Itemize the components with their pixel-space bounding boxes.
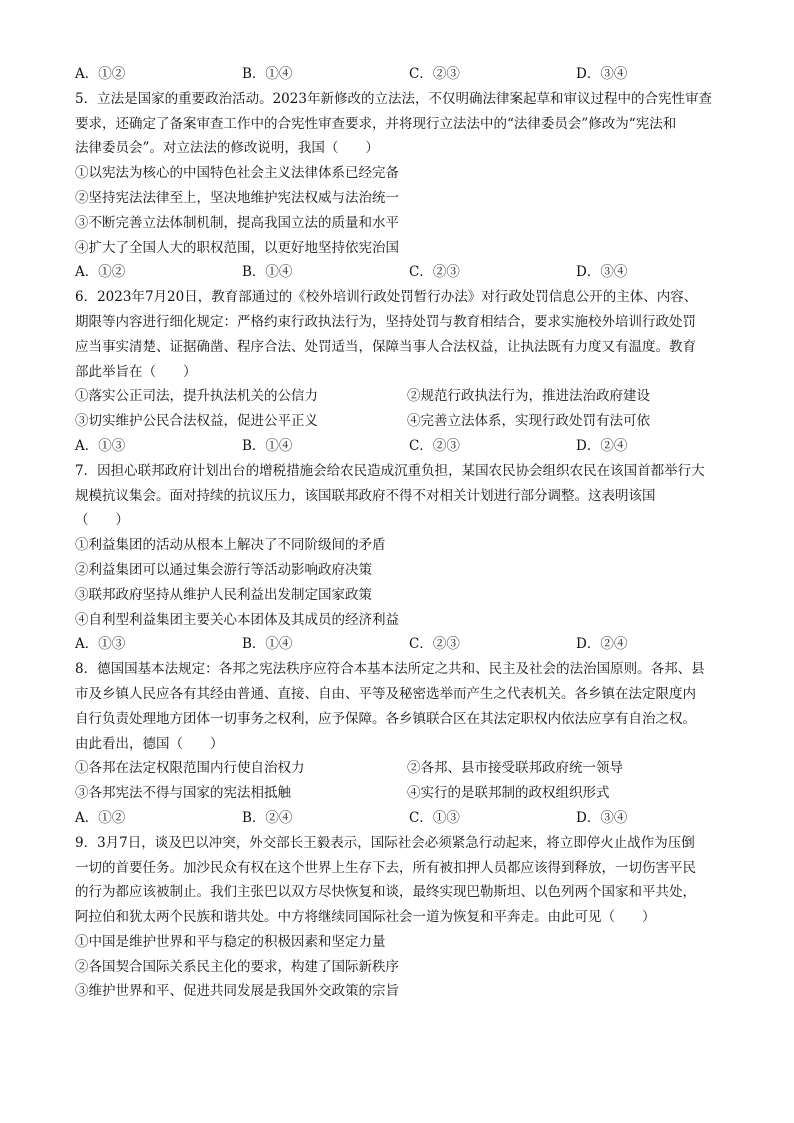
question-stem-line: 7．因担心联邦政府计划出台的增税措施会给农民造成沉重负担，某国农民协会组织农民在该国首都举行大	[75, 462, 705, 479]
question-stem-line: 8．德国国基本法规定：各邦之宪法秩序应符合本基本法所定之共和、民主及社会的法治国原则。各邦、县	[75, 661, 705, 678]
statement-3: ③切实维护公民合法权益，促进公平正义	[75, 413, 318, 430]
statement-3: ③不断完善立法体制机制，提高我国立法的质量和水平	[75, 214, 399, 231]
question-stem-line: 期限等内容进行细化规定：严格约束行政执法行为，坚持处罚与教育相结合，要求实施校外培训行政处罚	[75, 313, 696, 330]
statement-1: ①以宪法为核心的中国特色社会主义法律体系已经完备	[75, 165, 399, 182]
exam-page	[75, 62, 725, 1004]
statement-2: ②利益集团可以通过集会游行等活动影响政府决策	[75, 561, 372, 578]
question-stem-line: 6．2023年7月20日，教育部通过的《校外培训行政处罚暂行办法》对行政处罚信息公开的主体、内容、	[75, 289, 698, 306]
option-d: D．③④	[576, 809, 628, 826]
option-c: C．②③	[409, 437, 460, 454]
statement-4: ④扩大了全国人大的职权范围，以更好地坚持依宪治国	[75, 239, 399, 256]
question-stem-line: 一切的首要任务。加沙民众有权在这个世界上生存下去，所有被扣押人员都应该得到释放，一切伤害平民	[75, 859, 696, 876]
statement-row	[75, 756, 725, 781]
option-d: D．③④	[576, 66, 628, 82]
statement-2: ②规范行政执法行为，推进法治政府建设	[407, 388, 650, 405]
question-stem-line: 自行负责处理地方团体一切事务之权利，应予保障。各乡镇联合区在其法定职权内依法应享有自治之权。	[75, 710, 696, 727]
answer-options	[75, 434, 725, 459]
question-stem-line: 的行为都应该被制止。我们主张巴以双方尽快恢复和谈，最终实现巴勒斯坦、以色列两个国家和平共处，	[75, 884, 696, 901]
question-5	[75, 87, 725, 285]
option-a: A．①②	[75, 66, 126, 82]
answer-options	[75, 632, 725, 657]
option-a: A．①③	[75, 437, 126, 454]
question-7	[75, 459, 725, 657]
option-c: C．②③	[409, 636, 460, 653]
statement-2: ②各国契合国际关系民主化的要求，构建了国际新秩序	[75, 958, 399, 975]
statement-row	[75, 384, 725, 409]
answer-options	[75, 806, 725, 831]
option-b: B．①④	[242, 66, 293, 82]
statement-1: ①各邦在法定权限范围内行使自治权力	[75, 760, 305, 777]
option-a: A．①③	[75, 636, 126, 653]
statement-3: ③维护世界和平、促进共同发展是我国外交政策的宗旨	[75, 983, 399, 1000]
statement-4: ④完善立法体系，实现行政处罚有法可依	[407, 413, 650, 430]
question-stem-line: 部此举旨在（ ）	[75, 363, 197, 380]
statement-row	[75, 409, 725, 434]
statement-row	[75, 781, 725, 806]
prev-question-options	[75, 62, 725, 87]
option-b: B．①④	[242, 264, 293, 281]
option-a: A．①②	[75, 264, 126, 281]
question-stem-line: 由此看出，德国（ ）	[75, 735, 224, 752]
statement-4: ④实行的是联邦制的政权组织形式	[407, 785, 610, 802]
option-d: D．②④	[576, 437, 628, 454]
question-stem-line: 9．3月7日，谈及巴以冲突，外交部长王毅表示，国际社会必须紧急行动起来，将立即停火止战作为压倒	[75, 834, 695, 851]
option-b: B．②④	[242, 809, 293, 826]
question-9	[75, 831, 725, 1005]
question-stem-line: 应当事实清楚、证据确凿、程序合法、处罚适当，保障当事人合法权益，让执法既有力度又有温度。教育	[75, 338, 696, 355]
question-stem-line: 阿拉伯和犹太两个民族和谐共处。中方将继续同国际社会一道为恢复和平奔走。由此可见（ ）	[75, 909, 656, 926]
statement-3: ③联邦政府坚持从维护人民利益出发制定国家政策	[75, 586, 372, 603]
option-c: C．②③	[409, 264, 460, 281]
question-8	[75, 657, 725, 831]
statement-1: ①落实公正司法，提升执法机关的公信力	[75, 388, 318, 405]
option-a: A．①②	[75, 809, 126, 826]
option-d: D．③④	[576, 264, 628, 281]
question-stem-line: 规模抗议集会。面对持续的抗议压力，该国联邦政府不得不对相关计划进行部分调整。这表明该国	[75, 487, 656, 504]
answer-options	[75, 260, 725, 285]
question-stem-line: （ ）	[75, 512, 129, 529]
question-stem-line: 5．立法是国家的重要政治活动。2023年新修改的立法法，不仅明确法律案起草和审议过程中的合宪性审查	[75, 90, 712, 107]
option-d: D．②④	[576, 636, 628, 653]
question-stem-line: 要求，还确定了备案审查工作中的合宪性审查要求，并将现行立法法中的“法律委员会”修改为“宪法和	[75, 115, 677, 132]
statement-2: ②坚持宪法法律至上，坚决地维护宪法权威与法治统一	[75, 189, 399, 206]
option-b: B．①④	[242, 636, 293, 653]
statement-2: ②各邦、县市接受联邦政府统一领导	[407, 760, 623, 777]
statement-1: ①中国是维护世界和平与稳定的积极因素和坚定力量	[75, 933, 386, 950]
question-stem-line: 法律委员会”。对立法法的修改说明，我国（ ）	[75, 140, 379, 157]
statement-3: ③各邦宪法不得与国家的宪法相抵触	[75, 785, 291, 802]
statement-1: ①利益集团的活动从根本上解决了不同阶级间的矛盾	[75, 537, 386, 554]
statement-4: ④自利型利益集团主要关心本团体及其成员的经济利益	[75, 611, 399, 628]
question-stem-line: 市及乡镇人民应各有其经由普通、直接、自由、平等及秘密选举而产生之代表机关。各乡镇在法定限度内	[75, 685, 696, 702]
option-c: C．②③	[409, 66, 460, 82]
option-c: C．①③	[409, 809, 460, 826]
question-6	[75, 285, 725, 459]
option-b: B．①④	[242, 437, 293, 454]
